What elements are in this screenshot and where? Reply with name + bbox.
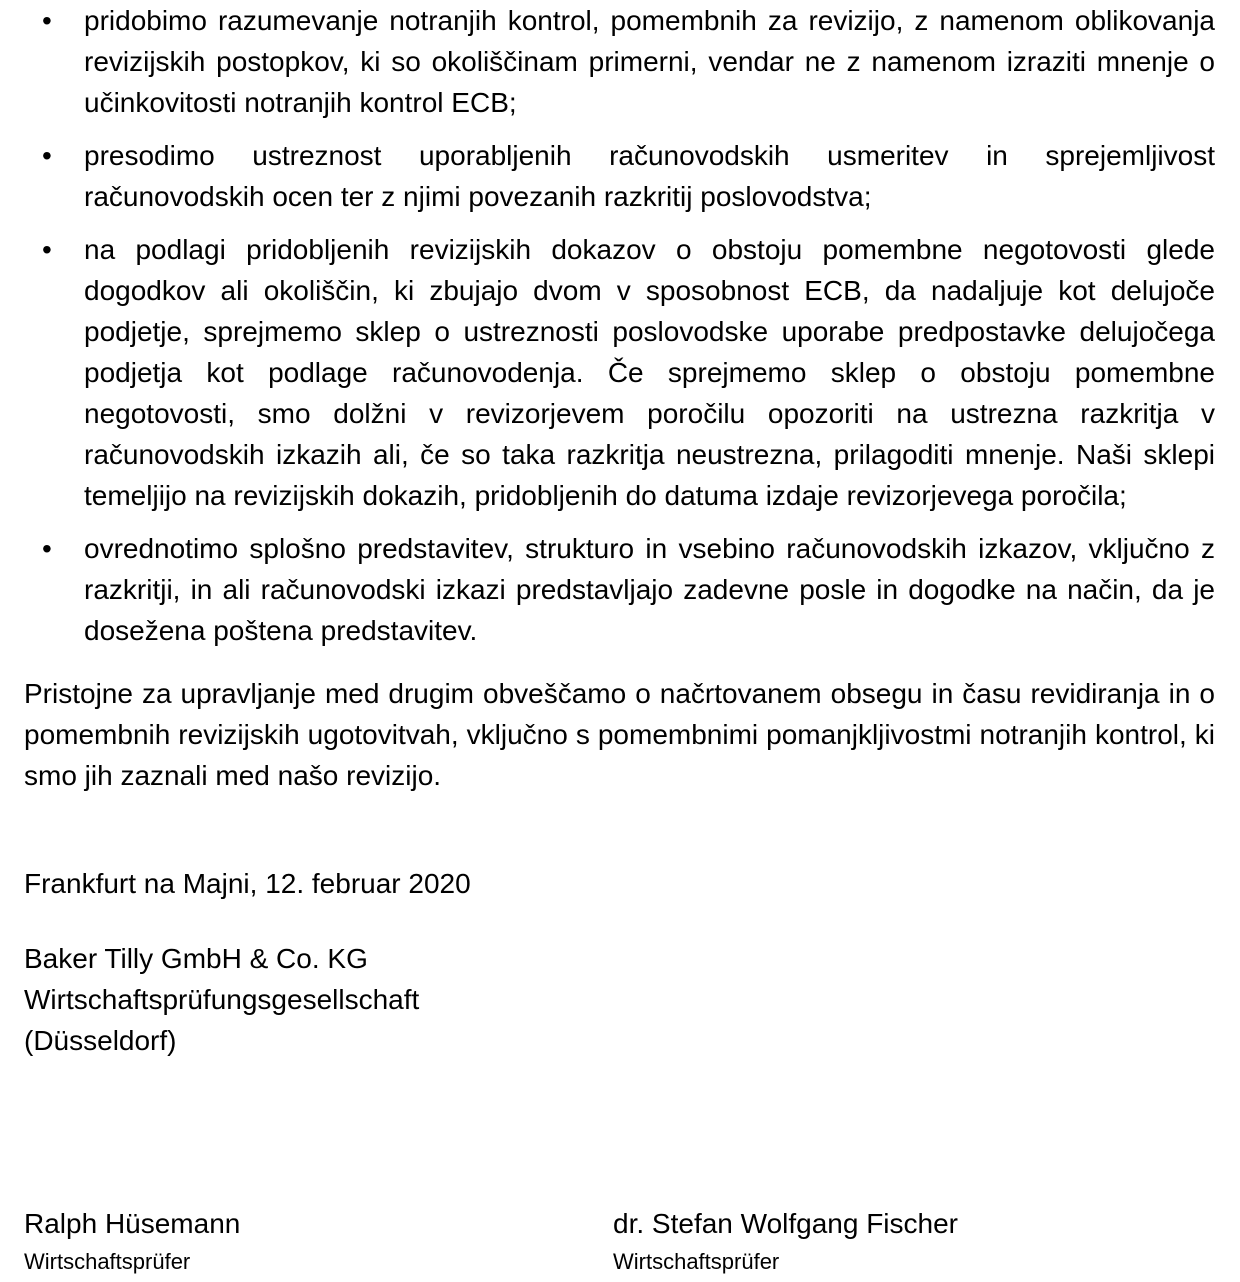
- signatory-name: Ralph Hüsemann: [24, 1208, 241, 1239]
- auditor-responsibilities-list: [24, 0, 1215, 651]
- list-item: [24, 229, 1215, 516]
- dateline: Frankfurt na Majni, 12. februar 2020: [24, 868, 471, 899]
- closing-paragraph: Pristojne za upravljanje med drugim obveščamo o načrtovanem obsegu in času revidiranja in o pomembnih revizijskih ugotovitvah, vključno s pomembnimi pomanjkljivostmi notranjih kontrol, ki smo jih zaznali med našo revizijo.: [24, 678, 1215, 791]
- list-item: [24, 135, 1215, 217]
- list-item: [24, 0, 1215, 123]
- bullet-text: pridobimo razumevanje notranjih kontrol, pomembnih za revizijo, z namenom oblikovanja revizijskih postopkov, ki so okoliščinam primerni, vendar ne z namenom izraziti mnenje o učinkovitosti notranjih kontrol ECB;: [84, 5, 1215, 118]
- signatory-title: Wirtschaftsprüfer: [613, 1249, 780, 1274]
- bullet-text: na podlagi pridobljenih revizijskih dokazov o obstoju pomembne negotovosti glede dogodkov ali okoliščin, ki zbujajo dvom v sposobnost ECB, da nadaljuje kot delujoče podjetje, sprejmemo sklep o ustreznosti poslovodske uporabe predpostavke delujočega podjetja kot podlage računovodenja. Če sprejmemo sklep o obstoju pomembne negotovosti, smo dolžni v revizorjevem poročilu opozoriti na ustrezna razkritja v računovodskih izkazih ali, če so taka razkritja neustrezna, prilagoditi mnenje. Naši sklepi temeljijo na revizijskih dokazih, pridobljenih do datuma izdaje revizorjevega poročila;: [84, 234, 1215, 511]
- signature-left: [24, 1203, 613, 1280]
- bullet-text: ovrednotimo splošno predstavitev, strukturo in vsebino računovodskih izkazov, vključno z razkritji, in ali računovodski izkazi predstavljajo zadevne posle in dogodke na način, da je dosežena poštena predstavitev.: [84, 533, 1215, 646]
- signatory-name: dr. Stefan Wolfgang Fischer: [613, 1208, 958, 1239]
- signature-block: [24, 1203, 1215, 1280]
- company-legal-form: Wirtschaftsprüfungsgesellschaft: [24, 984, 420, 1015]
- signature-right: [613, 1203, 1215, 1280]
- bullet-icon: •: [42, 5, 52, 36]
- company-city: (Düsseldorf): [24, 1025, 177, 1056]
- bullet-text: presodimo ustreznost uporabljenih računovodskih usmeritev in sprejemljivost računovodskih ocen ter z njimi povezanih razkritij poslovodstva;: [84, 140, 1215, 212]
- bullet-icon: •: [42, 533, 52, 564]
- bullet-icon: •: [42, 234, 52, 265]
- company-block: [24, 938, 1215, 1061]
- company-name: Baker Tilly GmbH & Co. KG: [24, 943, 368, 974]
- list-item: [24, 528, 1215, 651]
- signatory-title: Wirtschaftsprüfer: [24, 1249, 191, 1274]
- bullet-icon: •: [42, 140, 52, 171]
